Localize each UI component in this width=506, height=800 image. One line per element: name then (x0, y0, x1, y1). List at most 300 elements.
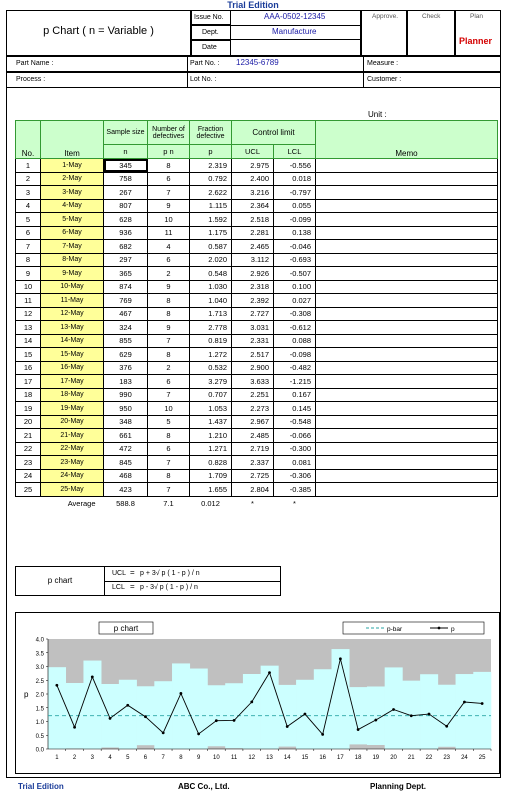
row-fraction[interactable]: 1.115 (190, 199, 232, 213)
row-memo[interactable] (316, 294, 498, 308)
process-label: Process : (16, 76, 46, 83)
y-tick-label: 1.0 (35, 720, 44, 726)
row-memo[interactable] (316, 388, 498, 402)
p-point-22 (428, 713, 431, 716)
row-lcl[interactable]: 0.088 (274, 334, 316, 348)
company-name: ABC Co., Ltd. (178, 782, 230, 791)
row-sample-size[interactable]: 682 (104, 240, 148, 254)
row-defectives[interactable]: 2 (148, 267, 190, 281)
trial-edition-footer: Trial Edition (18, 782, 64, 791)
row-sample-size[interactable]: 467 (104, 307, 148, 321)
row-lcl[interactable]: -0.306 (274, 469, 316, 483)
row-defectives[interactable]: 2 (148, 361, 190, 375)
row-sample-size[interactable]: 769 (104, 294, 148, 308)
table-row (16, 321, 498, 335)
row-defectives[interactable]: 7 (148, 483, 190, 497)
row-ucl[interactable]: 3.633 (232, 375, 274, 389)
row-ucl[interactable]: 2.725 (232, 469, 274, 483)
row-memo[interactable] (316, 280, 498, 294)
row-sample-size[interactable]: 183 (104, 375, 148, 389)
row-no[interactable]: 21 (16, 429, 41, 443)
table-row (16, 361, 498, 375)
row-item[interactable]: 2-May (41, 172, 104, 186)
part-name-label: Part Name : (16, 60, 54, 67)
row-memo[interactable] (316, 321, 498, 335)
lcl-formula: p - 3√ p ( 1 - p ) / n (140, 584, 198, 591)
row-sample-size[interactable]: 423 (104, 483, 148, 497)
table-row (16, 348, 498, 362)
row-lcl[interactable]: 0.081 (274, 456, 316, 470)
row-fraction[interactable]: 1.030 (190, 280, 232, 294)
formula-box: p chart UCL LCL = = p + 3√ p ( 1 - p ) / n p - 3√ p ( 1 - p ) / n (15, 566, 281, 596)
p-point-9 (197, 733, 200, 736)
approve-label: Approve. (372, 13, 399, 20)
row-ucl[interactable]: 2.251 (232, 388, 274, 402)
control-band-16 (314, 669, 332, 749)
y-tick-label: 3.0 (35, 665, 44, 671)
row-lcl[interactable]: -0.693 (274, 253, 316, 267)
row-no[interactable]: 10 (16, 280, 41, 294)
row-item[interactable]: 10-May (41, 280, 104, 294)
row-defectives[interactable]: 5 (148, 415, 190, 429)
row-memo[interactable] (316, 186, 498, 200)
row-item[interactable]: 9-May (41, 267, 104, 281)
row-lcl[interactable]: -0.066 (274, 429, 316, 443)
row-defectives[interactable]: 6 (148, 375, 190, 389)
row-no[interactable]: 23 (16, 456, 41, 470)
row-sample-size[interactable]: 345 (104, 159, 148, 173)
row-item[interactable]: 12-May (41, 307, 104, 321)
row-sample-size[interactable]: 267 (104, 186, 148, 200)
row-sample-size[interactable]: 365 (104, 267, 148, 281)
x-tick-label: 12 (248, 755, 256, 761)
row-lcl[interactable]: -0.098 (274, 348, 316, 362)
row-item[interactable]: 8-May (41, 253, 104, 267)
row-no[interactable]: 3 (16, 186, 41, 200)
row-ucl[interactable]: 2.804 (232, 483, 274, 497)
table-row (16, 334, 498, 348)
row-lcl[interactable]: -0.507 (274, 267, 316, 281)
row-ucl[interactable]: 3.216 (232, 186, 274, 200)
date-label: Date (202, 44, 217, 51)
col-no: No. (16, 121, 41, 159)
row-sample-size[interactable]: 874 (104, 280, 148, 294)
p-point-23 (445, 725, 448, 728)
avg-ucl: * (251, 498, 254, 508)
row-defectives[interactable]: 7 (148, 388, 190, 402)
row-lcl[interactable]: -0.797 (274, 186, 316, 200)
row-item[interactable]: 21-May (41, 429, 104, 443)
row-item[interactable]: 14-May (41, 334, 104, 348)
row-lcl[interactable]: 0.027 (274, 294, 316, 308)
row-defectives[interactable]: 8 (148, 159, 190, 173)
row-lcl[interactable]: -0.308 (274, 307, 316, 321)
col-fraction-sym: p (190, 145, 232, 159)
check-label: Check (422, 13, 441, 20)
row-memo[interactable] (316, 240, 498, 254)
row-sample-size[interactable]: 324 (104, 321, 148, 335)
row-lcl[interactable]: 0.138 (274, 226, 316, 240)
control-band-12 (243, 674, 261, 749)
row-item[interactable]: 15-May (41, 348, 104, 362)
p-point-11 (233, 719, 236, 722)
row-defectives[interactable]: 8 (148, 429, 190, 443)
row-memo[interactable] (316, 199, 498, 213)
row-ucl[interactable]: 2.318 (232, 280, 274, 294)
x-tick-label: 3 (90, 755, 94, 761)
row-defectives[interactable]: 7 (148, 186, 190, 200)
row-lcl[interactable]: -0.099 (274, 213, 316, 227)
control-band-7 (154, 681, 172, 749)
row-item[interactable]: 3-May (41, 186, 104, 200)
row-sample-size[interactable]: 472 (104, 442, 148, 456)
row-ucl[interactable]: 3.112 (232, 253, 274, 267)
row-memo[interactable] (316, 469, 498, 483)
row-memo[interactable] (316, 172, 498, 186)
row-fraction[interactable]: 1.271 (190, 442, 232, 456)
row-fraction[interactable]: 0.792 (190, 172, 232, 186)
col-defect-sym: p n (148, 145, 190, 159)
row-defectives[interactable]: 9 (148, 321, 190, 335)
p-point-16 (321, 733, 324, 736)
table-row (16, 199, 498, 213)
row-sample-size[interactable]: 936 (104, 226, 148, 240)
row-memo[interactable] (316, 348, 498, 362)
control-band-5 (119, 680, 137, 749)
x-tick-label: 21 (407, 755, 415, 761)
row-defectives[interactable]: 8 (148, 469, 190, 483)
row-memo[interactable] (316, 226, 498, 240)
row-sample-size[interactable]: 855 (104, 334, 148, 348)
part-no-value[interactable]: 12345-6789 (236, 58, 279, 67)
avg-pn: 7.1 (163, 498, 174, 508)
row-fraction[interactable]: 1.053 (190, 402, 232, 416)
row-lcl[interactable]: 0.145 (274, 402, 316, 416)
row-ucl[interactable]: 2.967 (232, 415, 274, 429)
row-fraction[interactable]: 0.532 (190, 361, 232, 375)
row-memo[interactable] (316, 267, 498, 281)
row-sample-size[interactable]: 376 (104, 361, 148, 375)
row-sample-size[interactable]: 950 (104, 402, 148, 416)
col-sample: Sample size (104, 121, 148, 145)
row-memo[interactable] (316, 483, 498, 497)
row-no[interactable]: 18 (16, 388, 41, 402)
x-tick-label: 20 (390, 755, 397, 761)
x-tick-label: 16 (319, 755, 327, 761)
row-no[interactable]: 2 (16, 172, 41, 186)
footer-dept: Planning Dept. (370, 782, 426, 791)
row-item[interactable]: 17-May (41, 375, 104, 389)
row-fraction[interactable]: 2.020 (190, 253, 232, 267)
row-item[interactable]: 7-May (41, 240, 104, 254)
row-item[interactable]: 19-May (41, 402, 104, 416)
p-point-17 (339, 657, 342, 660)
row-fraction[interactable]: 1.040 (190, 294, 232, 308)
row-sample-size[interactable]: 807 (104, 199, 148, 213)
p-point-2 (73, 726, 76, 729)
row-no[interactable]: 24 (16, 469, 41, 483)
row-fraction[interactable]: 2.778 (190, 321, 232, 335)
row-fraction[interactable]: 1.210 (190, 429, 232, 443)
control-band-24 (456, 674, 474, 749)
control-band-2 (66, 683, 84, 749)
row-lcl[interactable]: -1.215 (274, 375, 316, 389)
x-tick-label: 9 (196, 755, 201, 761)
x-tick-label: 8 (179, 755, 183, 761)
row-memo[interactable] (316, 375, 498, 389)
row-lcl[interactable]: 0.055 (274, 199, 316, 213)
row-fraction[interactable]: 1.272 (190, 348, 232, 362)
row-defectives[interactable]: 6 (148, 172, 190, 186)
row-fraction[interactable]: 2.622 (190, 186, 232, 200)
p-point-6 (144, 715, 147, 718)
dept-value[interactable]: Manufacture (272, 27, 317, 36)
row-memo[interactable] (316, 456, 498, 470)
p-point-21 (410, 714, 413, 717)
row-defectives[interactable]: 4 (148, 240, 190, 254)
row-lcl[interactable]: 0.167 (274, 388, 316, 402)
row-lcl[interactable]: -0.482 (274, 361, 316, 375)
table-row (16, 159, 498, 173)
row-defectives[interactable]: 9 (148, 199, 190, 213)
avg-n: 588.8 (116, 498, 135, 508)
row-ucl[interactable]: 2.392 (232, 294, 274, 308)
row-sample-size[interactable]: 990 (104, 388, 148, 402)
row-ucl[interactable]: 2.281 (232, 226, 274, 240)
row-defectives[interactable]: 6 (148, 442, 190, 456)
table-row (16, 226, 498, 240)
row-fraction[interactable]: 3.279 (190, 375, 232, 389)
row-item[interactable]: 18-May (41, 388, 104, 402)
col-lcl: LCL (274, 145, 316, 159)
row-fraction[interactable]: 1.592 (190, 213, 232, 227)
p-point-7 (162, 731, 165, 734)
row-ucl[interactable]: 2.400 (232, 172, 274, 186)
p-point-8 (180, 692, 183, 695)
row-fraction[interactable]: 0.548 (190, 267, 232, 281)
row-memo[interactable] (316, 213, 498, 227)
row-no[interactable]: 12 (16, 307, 41, 321)
row-ucl[interactable]: 2.273 (232, 402, 274, 416)
row-defectives[interactable]: 8 (148, 307, 190, 321)
chart-title: p chart (113, 624, 139, 633)
row-fraction[interactable]: 1.175 (190, 226, 232, 240)
row-no[interactable]: 11 (16, 294, 41, 308)
row-memo[interactable] (316, 442, 498, 456)
row-no[interactable]: 1 (16, 159, 41, 173)
row-item[interactable]: 5-May (41, 213, 104, 227)
row-no[interactable]: 4 (16, 199, 41, 213)
row-no[interactable]: 6 (16, 226, 41, 240)
row-item[interactable]: 1-May (41, 159, 104, 173)
x-tick-label: 24 (461, 755, 468, 761)
part-no-label: Part No. : (190, 60, 220, 67)
row-defectives[interactable]: 7 (148, 456, 190, 470)
row-no[interactable]: 9 (16, 267, 41, 281)
row-no[interactable]: 20 (16, 415, 41, 429)
p-point-15 (304, 713, 307, 716)
y-tick-label: 4.0 (35, 637, 44, 644)
row-no[interactable]: 14 (16, 334, 41, 348)
title-box (6, 10, 191, 56)
row-fraction[interactable]: 0.819 (190, 334, 232, 348)
row-lcl[interactable]: -0.046 (274, 240, 316, 254)
table-row (16, 429, 498, 443)
control-band-9 (190, 669, 208, 749)
control-band-25 (473, 672, 491, 749)
row-ucl[interactable]: 2.719 (232, 442, 274, 456)
row-no[interactable]: 8 (16, 253, 41, 267)
row-lcl[interactable]: -0.548 (274, 415, 316, 429)
row-item[interactable]: 23-May (41, 456, 104, 470)
issue-no-value[interactable]: AAA-0502-12345 (264, 12, 326, 21)
row-sample-size[interactable]: 348 (104, 415, 148, 429)
table-row (16, 253, 498, 267)
row-no[interactable]: 19 (16, 402, 41, 416)
row-lcl[interactable]: 0.018 (274, 172, 316, 186)
row-sample-size[interactable]: 297 (104, 253, 148, 267)
control-band-1 (48, 667, 66, 749)
row-ucl[interactable]: 2.727 (232, 307, 274, 321)
row-defectives[interactable]: 6 (148, 253, 190, 267)
table-row (16, 240, 498, 254)
x-tick-label: 11 (230, 755, 238, 761)
plan-label: Plan (470, 13, 484, 20)
x-tick-label: 2 (72, 755, 77, 761)
row-fraction[interactable]: 1.709 (190, 469, 232, 483)
x-tick-label: 5 (126, 755, 130, 761)
row-sample-size[interactable]: 629 (104, 348, 148, 362)
row-sample-size[interactable]: 845 (104, 456, 148, 470)
row-ucl[interactable]: 2.364 (232, 199, 274, 213)
row-memo[interactable] (316, 159, 498, 173)
row-memo[interactable] (316, 307, 498, 321)
y-tick-label: 1.5 (35, 706, 44, 713)
row-ucl[interactable]: 2.337 (232, 456, 274, 470)
x-tick-label: 4 (108, 755, 112, 761)
row-item[interactable]: 11-May (41, 294, 104, 308)
row-no[interactable]: 5 (16, 213, 41, 227)
plan-value: Planner (459, 36, 493, 46)
row-ucl[interactable]: 2.465 (232, 240, 274, 254)
table-row (16, 456, 498, 470)
row-sample-size[interactable]: 628 (104, 213, 148, 227)
row-defectives[interactable]: 11 (148, 226, 190, 240)
y-tick-label: 2.0 (35, 692, 44, 699)
row-fraction[interactable]: 1.655 (190, 483, 232, 497)
row-memo[interactable] (316, 253, 498, 267)
p-point-25 (481, 702, 484, 705)
row-memo[interactable] (316, 402, 498, 416)
legend-p-marker (438, 627, 441, 630)
row-defectives[interactable]: 10 (148, 402, 190, 416)
row-sample-size[interactable]: 661 (104, 429, 148, 443)
formula-label: p chart (16, 567, 105, 595)
col-memo: Memo (316, 121, 498, 159)
x-tick-label: 14 (283, 755, 291, 761)
control-band-13 (261, 666, 279, 749)
row-item[interactable]: 16-May (41, 361, 104, 375)
avg-lcl: * (293, 498, 296, 508)
row-ucl[interactable]: 2.517 (232, 348, 274, 362)
row-item[interactable]: 20-May (41, 415, 104, 429)
row-ucl[interactable]: 3.031 (232, 321, 274, 335)
row-lcl[interactable]: -0.612 (274, 321, 316, 335)
row-lcl[interactable]: -0.300 (274, 442, 316, 456)
row-lcl[interactable]: -0.556 (274, 159, 316, 173)
row-ucl[interactable]: 2.975 (232, 159, 274, 173)
row-defectives[interactable]: 7 (148, 334, 190, 348)
row-lcl[interactable]: -0.385 (274, 483, 316, 497)
row-no[interactable]: 16 (16, 361, 41, 375)
row-ucl[interactable]: 2.331 (232, 334, 274, 348)
row-memo[interactable] (316, 429, 498, 443)
dept-label: Dept. (202, 29, 219, 36)
unit-label: Unit : (368, 110, 387, 119)
row-ucl[interactable]: 2.485 (232, 429, 274, 443)
row-item[interactable]: 22-May (41, 442, 104, 456)
row-no[interactable]: 15 (16, 348, 41, 362)
row-fraction[interactable]: 0.587 (190, 240, 232, 254)
row-item[interactable]: 13-May (41, 321, 104, 335)
table-row (16, 375, 498, 389)
y-axis-label: p (24, 690, 29, 699)
issue-no-label: Issue No. (194, 14, 224, 21)
x-tick-label: 15 (301, 755, 309, 761)
row-fraction[interactable]: 1.713 (190, 307, 232, 321)
row-sample-size[interactable]: 468 (104, 469, 148, 483)
measure-label: Measure : (367, 60, 399, 67)
row-memo[interactable] (316, 334, 498, 348)
row-no[interactable]: 17 (16, 375, 41, 389)
row-fraction[interactable]: 2.319 (190, 159, 232, 173)
lcl-formula-label: LCL (112, 584, 125, 591)
row-item[interactable]: 24-May (41, 469, 104, 483)
row-item[interactable]: 6-May (41, 226, 104, 240)
row-defectives[interactable]: 9 (148, 280, 190, 294)
row-fraction[interactable]: 0.828 (190, 456, 232, 470)
row-fraction[interactable]: 0.707 (190, 388, 232, 402)
table-row (16, 186, 498, 200)
x-tick-label: 7 (161, 755, 165, 761)
p-chart (16, 613, 499, 773)
ucl-formula: p + 3√ p ( 1 - p ) / n (140, 570, 200, 577)
row-no[interactable]: 13 (16, 321, 41, 335)
control-band-17 (332, 649, 350, 749)
x-tick-label: 17 (337, 755, 344, 761)
row-memo[interactable] (316, 361, 498, 375)
row-no[interactable]: 7 (16, 240, 41, 254)
row-fraction[interactable]: 1.437 (190, 415, 232, 429)
row-defectives[interactable]: 8 (148, 294, 190, 308)
row-ucl[interactable]: 2.926 (232, 267, 274, 281)
row-no[interactable]: 25 (16, 483, 41, 497)
table-row (16, 280, 498, 294)
row-ucl[interactable]: 2.518 (232, 213, 274, 227)
row-memo[interactable] (316, 415, 498, 429)
customer-label: Customer : (367, 76, 402, 83)
row-sample-size[interactable]: 758 (104, 172, 148, 186)
p-point-19 (374, 719, 377, 722)
row-defectives[interactable]: 8 (148, 348, 190, 362)
row-defectives[interactable]: 10 (148, 213, 190, 227)
avg-label: Average (67, 498, 96, 508)
row-item[interactable]: 4-May (41, 199, 104, 213)
row-ucl[interactable]: 2.900 (232, 361, 274, 375)
row-lcl[interactable]: 0.100 (274, 280, 316, 294)
row-no[interactable]: 22 (16, 442, 41, 456)
row-item[interactable]: 25-May (41, 483, 104, 497)
